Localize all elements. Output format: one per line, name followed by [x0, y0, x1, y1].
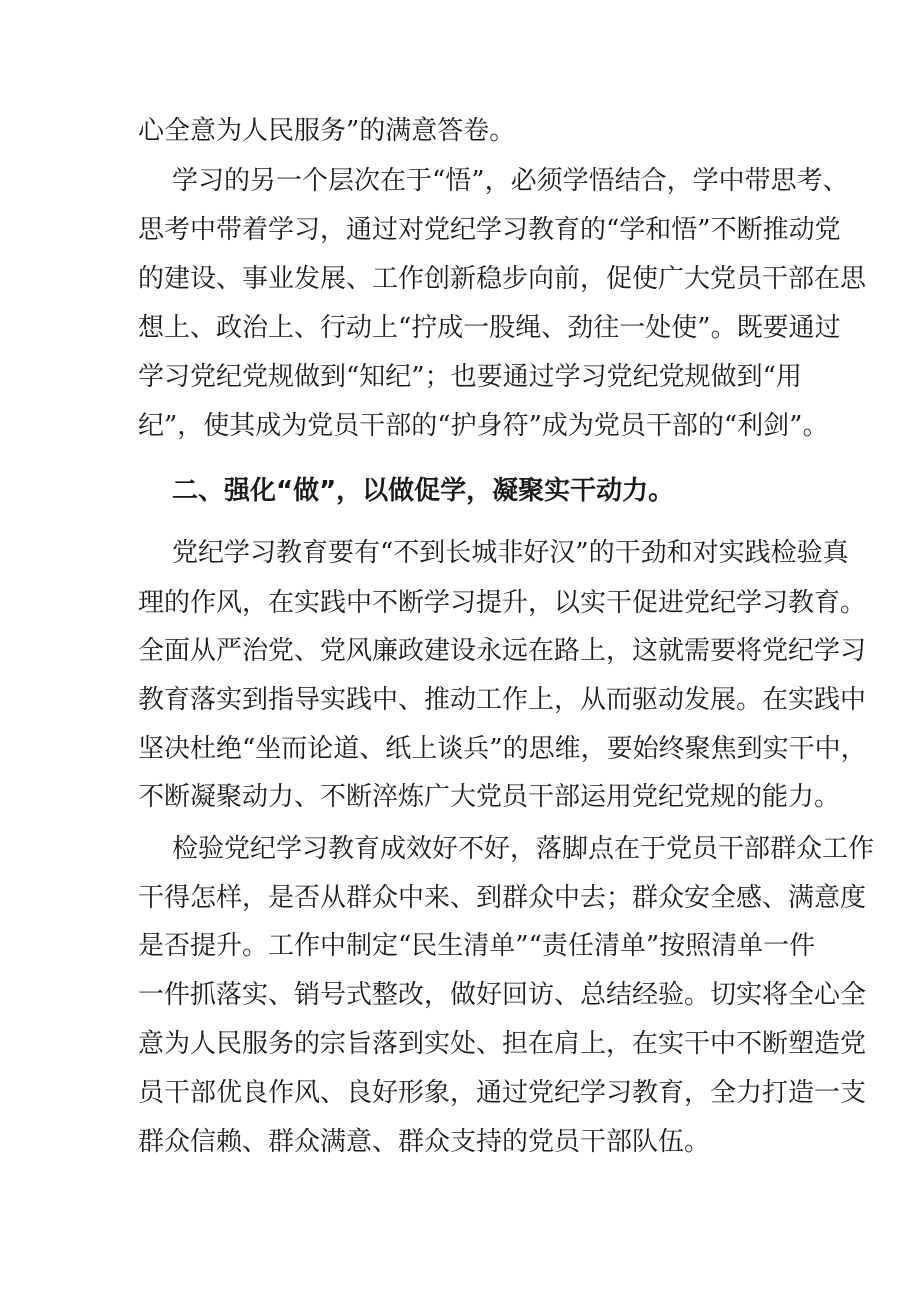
paragraph-line: 学习党纪党规做到“知纪”；也要通过学习党纪党规做到“用: [138, 362, 802, 392]
paragraph-line: 思考中带着学习，通过对党纪学习教育的“学和悟”不断推动党: [138, 215, 841, 245]
paragraph-line: 心全意为人民服务”的满意答卷。: [138, 116, 516, 146]
paragraph-line: 检验党纪学习教育成效好不好，落脚点在于党员干部群众工作: [172, 834, 875, 864]
paragraph-line: 干得怎样，是否从群众中来、到群众中去；群众安全感、满意度: [138, 883, 867, 913]
paragraph-line: 学习的另一个层次在于“悟”，必须学悟结合，学中带思考、: [172, 166, 849, 196]
paragraph-line: 一件抓落实、销号式整改，做好回访、总结经验。切实将全心全: [138, 980, 867, 1010]
paragraph-line: 员干部优良作风、良好形象，通过党纪学习教育，全力打造一支: [138, 1078, 867, 1108]
paragraph-line: 的建设、事业发展、工作创新稳步向前，促使广大党员干部在思: [138, 264, 867, 294]
paragraph-line: 教育落实到指导实践中、推动工作上，从而驱动发展。在实践中: [138, 685, 867, 715]
paragraph-line: 是否提升。工作中制定“民生清单”“责任清单”按照清单一件: [138, 931, 816, 961]
paragraph-line: 坚决杜绝“坐而论道、纸上谈兵”的思维，要始终聚焦到实干中，: [138, 734, 867, 764]
section-heading: 二、强化“做”，以做促学，凝聚实干动力。: [172, 476, 675, 506]
paragraph-line: 纪”，使其成为党员干部的“护身符”成为党员干部的“利剑”。: [138, 411, 829, 441]
paragraph-line: 党纪学习教育要有“不到长城非好汉”的干劲和对实践检验真: [172, 538, 849, 568]
paragraph-line: 理的作风，在实践中不断学习提升，以实干促进党纪学习教育。: [138, 588, 867, 618]
paragraph-line: 不断凝聚动力、不断淬炼广大党员干部运用党纪党规的能力。: [138, 782, 841, 812]
paragraph-line: 想上、政治上、行动上“拧成一股绳、劲往一处使”。既要通过: [138, 313, 841, 343]
paragraph-line: 群众信赖、群众满意、群众支持的党员干部队伍。: [138, 1127, 711, 1157]
paragraph-line: 全面从严治党、党风廉政建设永远在路上，这就需要将党纪学习: [138, 636, 867, 666]
paragraph-line: 意为人民服务的宗旨落到实处、担在肩上，在实干中不断塑造党: [138, 1029, 867, 1059]
